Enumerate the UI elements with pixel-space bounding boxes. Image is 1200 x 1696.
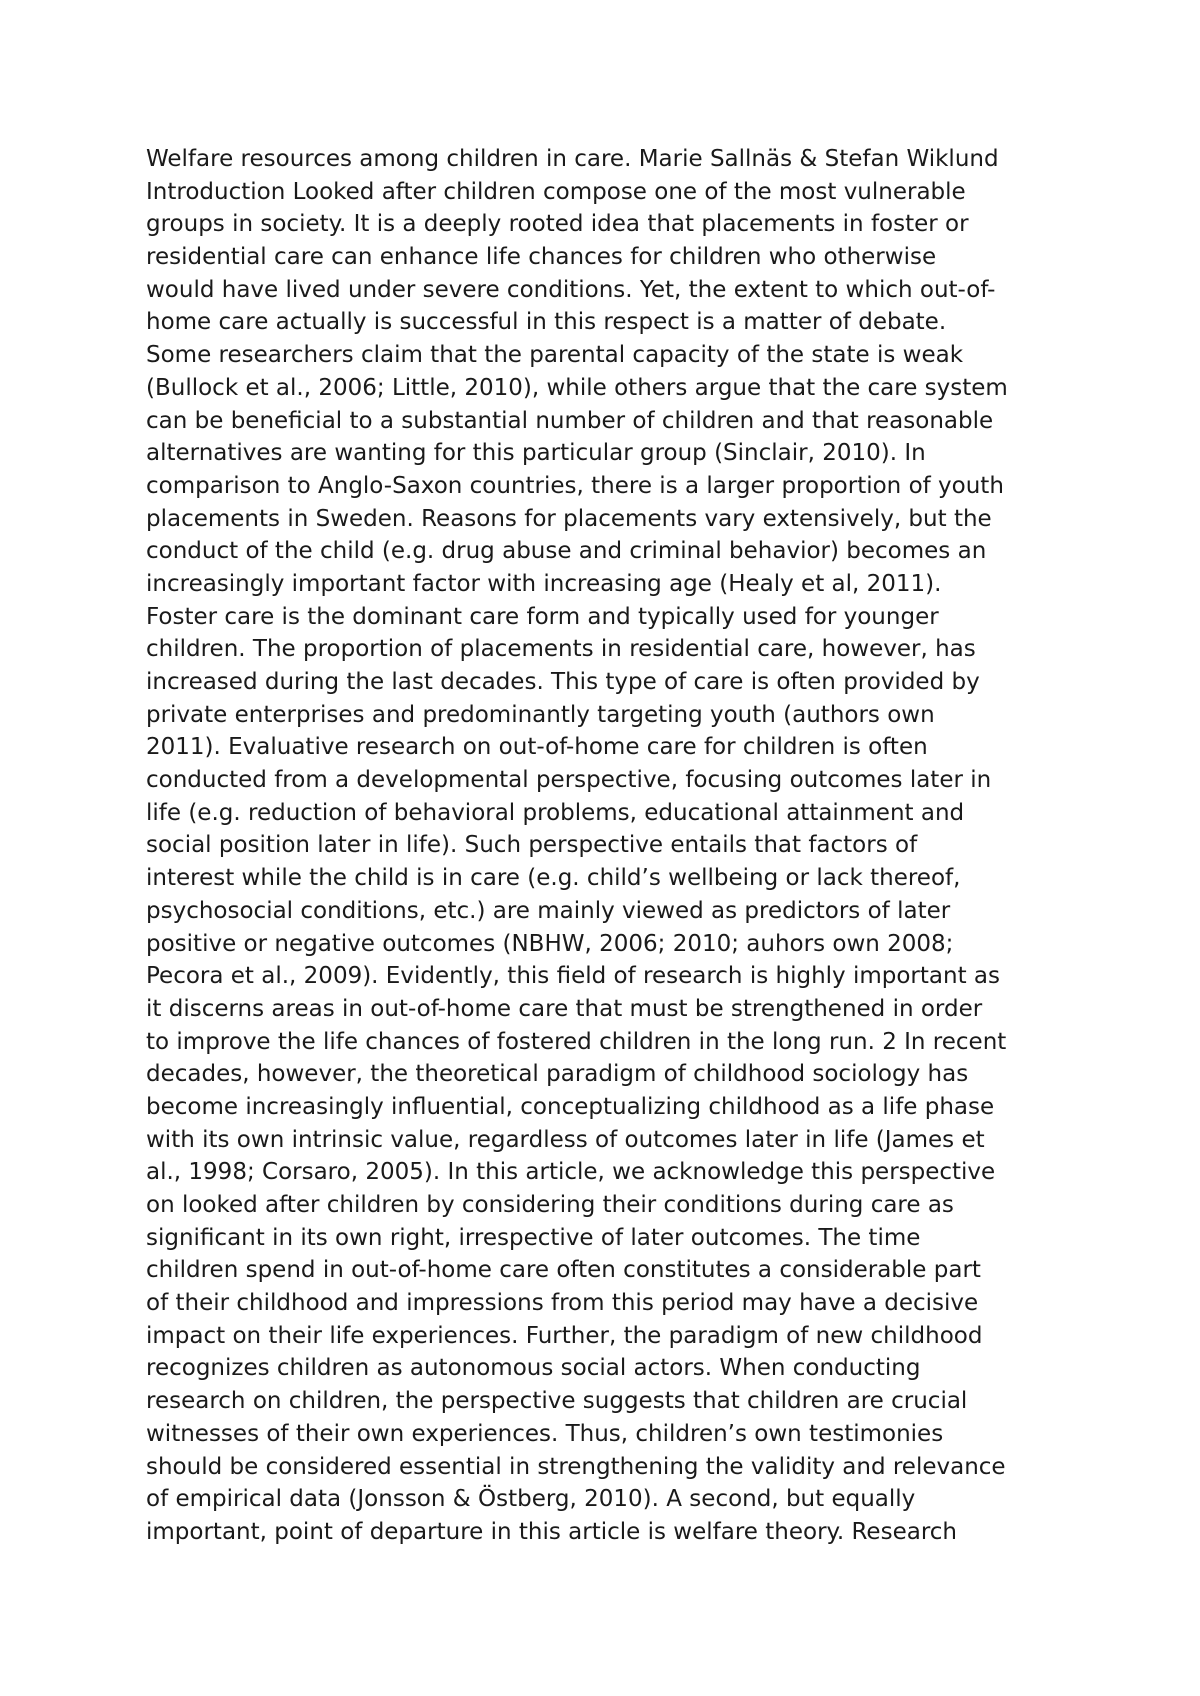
text-line: al., 1998; Corsaro, 2005). In this article, we acknowledge this perspective — [146, 1159, 996, 1186]
text-line: it discerns areas in out-of-home care that must be strengthened in order — [146, 995, 983, 1022]
text-line: with its own intrinsic value, regardless of outcomes later in life (James et — [146, 1126, 985, 1153]
text-line: decades, however, the theoretical paradigm of childhood sociology has — [146, 1061, 969, 1088]
text-line: research on children, the perspective suggests that children are crucial — [146, 1388, 968, 1415]
text-line: children spend in out-of-home care often constitutes a considerable part — [146, 1257, 981, 1284]
text-line: increasingly important factor with increasing age (Healy et al, 2011). — [146, 570, 942, 597]
text-line: Welfare resources among children in care. Marie Sallnäs & Stefan Wiklund — [146, 146, 999, 172]
text-line: children. The proportion of placements in residential care, however, has — [146, 636, 976, 663]
text-line: can be beneficial to a substantial number of children and that reasonable — [146, 407, 994, 434]
text-line: witnesses of their own experiences. Thus, children’s own testimonies — [146, 1420, 944, 1447]
text-line: Pecora et al., 2009). Evidently, this field of research is highly important as — [146, 963, 1000, 990]
text-line: comparison to Anglo-Saxon countries, there is a larger proportion of youth — [146, 472, 1004, 499]
text-line: home care actually is successful in this respect is a matter of debate. — [146, 309, 947, 336]
text-line: 2011). Evaluative research on out-of-home care for children is often — [146, 734, 928, 761]
text-line: become increasingly influential, conceptualizing childhood as a life phase — [146, 1093, 995, 1120]
text-line: of their childhood and impressions from this period may have a decisive — [146, 1290, 979, 1317]
body-text — [146, 143, 1086, 1549]
text-line: important, point of departure in this article is welfare theory. Research — [146, 1518, 957, 1545]
text-line: of empirical data (Jonsson & Östberg, 2010). A second, but equally — [146, 1486, 916, 1513]
text-line: placements in Sweden. Reasons for placements vary extensively, but the — [146, 505, 992, 532]
text-line: on looked after children by considering their conditions during care as — [146, 1192, 954, 1218]
text-line: Some researchers claim that the parental capacity of the state is weak — [146, 342, 964, 369]
text-line: would have lived under severe conditions. Yet, the extent to which out-of- — [146, 276, 996, 303]
text-line: conduct of the child (e.g. drug abuse and criminal behavior) becomes an — [146, 538, 987, 565]
text-line: alternatives are wanting for this particular group (Sinclair, 2010). In — [146, 440, 926, 467]
text-line: Introduction Looked after children compose one of the most vulnerable — [146, 178, 966, 205]
text-line: recognizes children as autonomous social actors. When conducting — [146, 1355, 921, 1382]
text-line: Foster care is the dominant care form and typically used for younger — [146, 603, 939, 630]
text-line: impact on their life experiences. Further, the paradigm of new childhood — [146, 1322, 983, 1349]
text-line: psychosocial conditions, etc.) are mainly viewed as predictors of later — [146, 897, 951, 924]
text-line: residential care can enhance life chances for children who otherwise — [146, 244, 937, 271]
text-line: conducted from a developmental perspective, focusing outcomes later in — [146, 767, 992, 794]
text-line: increased during the last decades. This type of care is often provided by — [146, 669, 980, 695]
text-line: groups in society. It is a deeply rooted idea that placements in foster or — [146, 211, 969, 238]
text-line: private enterprises and predominantly targeting youth (authors own — [146, 701, 935, 728]
text-line: life (e.g. reduction of behavioral problems, educational attainment and — [146, 799, 965, 826]
text-line: interest while the child is in care (e.g. child’s wellbeing or lack thereof, — [146, 865, 961, 892]
text-line: (Bullock et al., 2006; Little, 2010), while others argue that the care system — [146, 374, 1008, 401]
text-line: social position later in life). Such perspective entails that factors of — [146, 832, 918, 859]
text-line: significant in its own right, irrespective of later outcomes. The time — [146, 1224, 921, 1251]
text-line: to improve the life chances of fostered children in the long run. 2 In recent — [146, 1028, 1007, 1055]
text-line: positive or negative outcomes (NBHW, 2006; 2010; auhors own 2008; — [146, 930, 954, 957]
text-line: should be considered essential in strengthening the validity and relevance — [146, 1453, 1006, 1480]
